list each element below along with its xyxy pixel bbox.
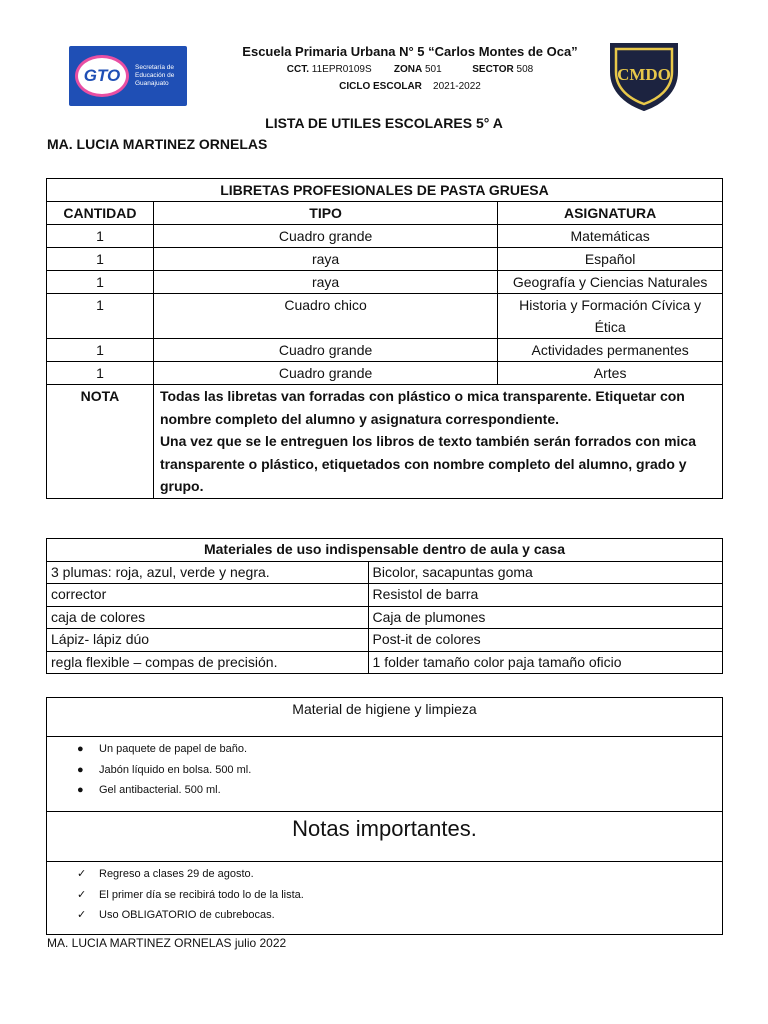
column-header-tipo: TIPO <box>153 202 497 225</box>
table-row <box>47 629 723 652</box>
table-row <box>47 606 723 629</box>
footer: MA. LUCIA MARTINEZ ORNELAS julio 2022 <box>47 936 287 950</box>
ciclo-value: 2021-2022 <box>433 81 481 92</box>
list-item-text: Regreso a clases 29 de agosto. <box>99 868 254 880</box>
column-header-cantidad: CANTIDAD <box>47 202 154 225</box>
note-label: NOTA <box>47 385 154 499</box>
material-cell: 3 plumas: roja, azul, verde y negra. <box>47 561 369 584</box>
material-cell: caja de colores <box>47 606 369 629</box>
cell-tipo: Cuadro grande <box>153 225 497 248</box>
cell-tipo: Cuadro grande <box>153 362 497 385</box>
cell-tipo: raya <box>153 248 497 271</box>
notebooks-table <box>46 178 723 499</box>
notes-list-box <box>46 861 723 935</box>
ciclo-label: CICLO ESCOLAR <box>339 81 422 92</box>
checkmark-icon: ✓ <box>77 888 87 901</box>
bullet-icon: ● <box>77 743 84 755</box>
cct-label: CCT. <box>286 64 309 75</box>
table-row <box>47 561 723 584</box>
table-row <box>47 651 723 674</box>
table-row <box>47 362 723 385</box>
school-name: Escuela Primaria Urbana N° 5 “Carlos Montes de Oca” <box>242 44 578 59</box>
note-paragraph: Una vez que se le entreguen los libros de texto también serán forrados con mica transparente o plástico, etiquetados con nombre completo del alumno, grado y grupo. <box>159 433 696 494</box>
school-codes <box>200 64 620 75</box>
zona-value: 501 <box>425 64 442 75</box>
list-item-text: El primer día se recibirá todo lo de la lista. <box>99 888 304 901</box>
sector-label: SECTOR <box>472 64 514 75</box>
hygiene-list-box <box>46 736 723 812</box>
table-row <box>47 584 723 607</box>
cell-asignatura: Geografía y Ciencias Naturales <box>498 271 723 294</box>
note-paragraph: Todas las libretas van forradas con plástico o mica transparente. Etiquetar con nombre completo del alumno y asignatura correspondiente. <box>159 388 685 427</box>
table-row <box>47 248 723 271</box>
cell-asignatura: Matemáticas <box>498 225 723 248</box>
cell-asignatura: Historia y Formación Cívica y Ética <box>498 294 723 339</box>
material-cell: 1 folder tamaño color paja tamaño oficio <box>368 651 722 674</box>
materials-table <box>46 538 723 674</box>
school-cycle <box>200 81 620 92</box>
column-header-asignatura: ASIGNATURA <box>498 202 723 225</box>
gto-logo <box>69 46 187 106</box>
material-cell: Caja de plumones <box>368 606 722 629</box>
note-text <box>153 385 722 499</box>
list-item <box>77 864 304 885</box>
cell-tipo: raya <box>153 271 497 294</box>
material-cell: corrector <box>47 584 369 607</box>
list-item-text: Uso OBLIGATORIO de cubrebocas. <box>99 909 275 921</box>
school-shield-logo <box>607 38 681 112</box>
cct-value: 11EPR0109S <box>311 64 372 75</box>
gto-logo-mark: GTO <box>75 55 129 97</box>
list-title: LISTA DE UTILES ESCOLARES 5° A <box>265 115 503 131</box>
cell-asignatura: Artes <box>498 362 723 385</box>
list-item <box>77 739 251 760</box>
cell-tipo: Cuadro grande <box>153 339 497 362</box>
material-cell: Resistol de barra <box>368 584 722 607</box>
teacher-name: MA. LUCIA MARTINEZ ORNELAS <box>47 136 268 152</box>
note-row <box>47 385 723 499</box>
cell-tipo: Cuadro chico <box>153 294 497 339</box>
cell-cantidad: 1 <box>47 362 154 385</box>
list-item-text: Jabón líquido en bolsa. 500 ml. <box>99 763 252 776</box>
list-item <box>77 760 251 781</box>
table-header-row <box>47 202 723 225</box>
list-item <box>77 780 251 801</box>
bullet-icon: ● <box>77 784 84 796</box>
table-row <box>47 225 723 248</box>
list-item-text: Gel antibacterial. 500 ml. <box>99 784 221 796</box>
notebooks-title: LIBRETAS PROFESIONALES DE PASTA GRUESA <box>47 179 723 202</box>
cell-cantidad: 1 <box>47 248 154 271</box>
list-item <box>77 905 304 926</box>
cell-cantidad: 1 <box>47 225 154 248</box>
materials-title: Materiales de uso indispensable dentro de aula y casa <box>47 539 723 562</box>
cell-cantidad: 1 <box>47 294 154 339</box>
material-cell: Post-it de colores <box>368 629 722 652</box>
cell-cantidad: 1 <box>47 271 154 294</box>
material-cell: regla flexible – compas de precisión. <box>47 651 369 674</box>
hygiene-list <box>77 739 251 801</box>
table-row <box>47 271 723 294</box>
list-item <box>77 885 304 906</box>
cell-cantidad: 1 <box>47 339 154 362</box>
shield-monogram: CMDO <box>617 65 671 84</box>
zona-label: ZONA <box>393 64 423 75</box>
notes-list <box>77 864 304 926</box>
table-row <box>47 294 723 339</box>
material-cell: Bicolor, sacapuntas goma <box>368 561 722 584</box>
material-cell: Lápiz- lápiz dúo <box>47 629 369 652</box>
sector-value: 508 <box>516 64 534 75</box>
checkmark-icon: ✓ <box>77 909 87 921</box>
notes-title: Notas importantes. <box>46 811 723 862</box>
list-item-text: Un paquete de papel de baño. <box>99 743 248 755</box>
table-row <box>47 339 723 362</box>
cell-asignatura: Español <box>498 248 723 271</box>
bullet-icon: ● <box>77 763 84 776</box>
checkmark-icon: ✓ <box>77 868 87 880</box>
cell-asignatura: Actividades permanentes <box>498 339 723 362</box>
gto-logo-text: Secretaría de Educación de Guanajuato <box>135 64 175 87</box>
hygiene-title: Material de higiene y limpieza <box>46 697 723 737</box>
